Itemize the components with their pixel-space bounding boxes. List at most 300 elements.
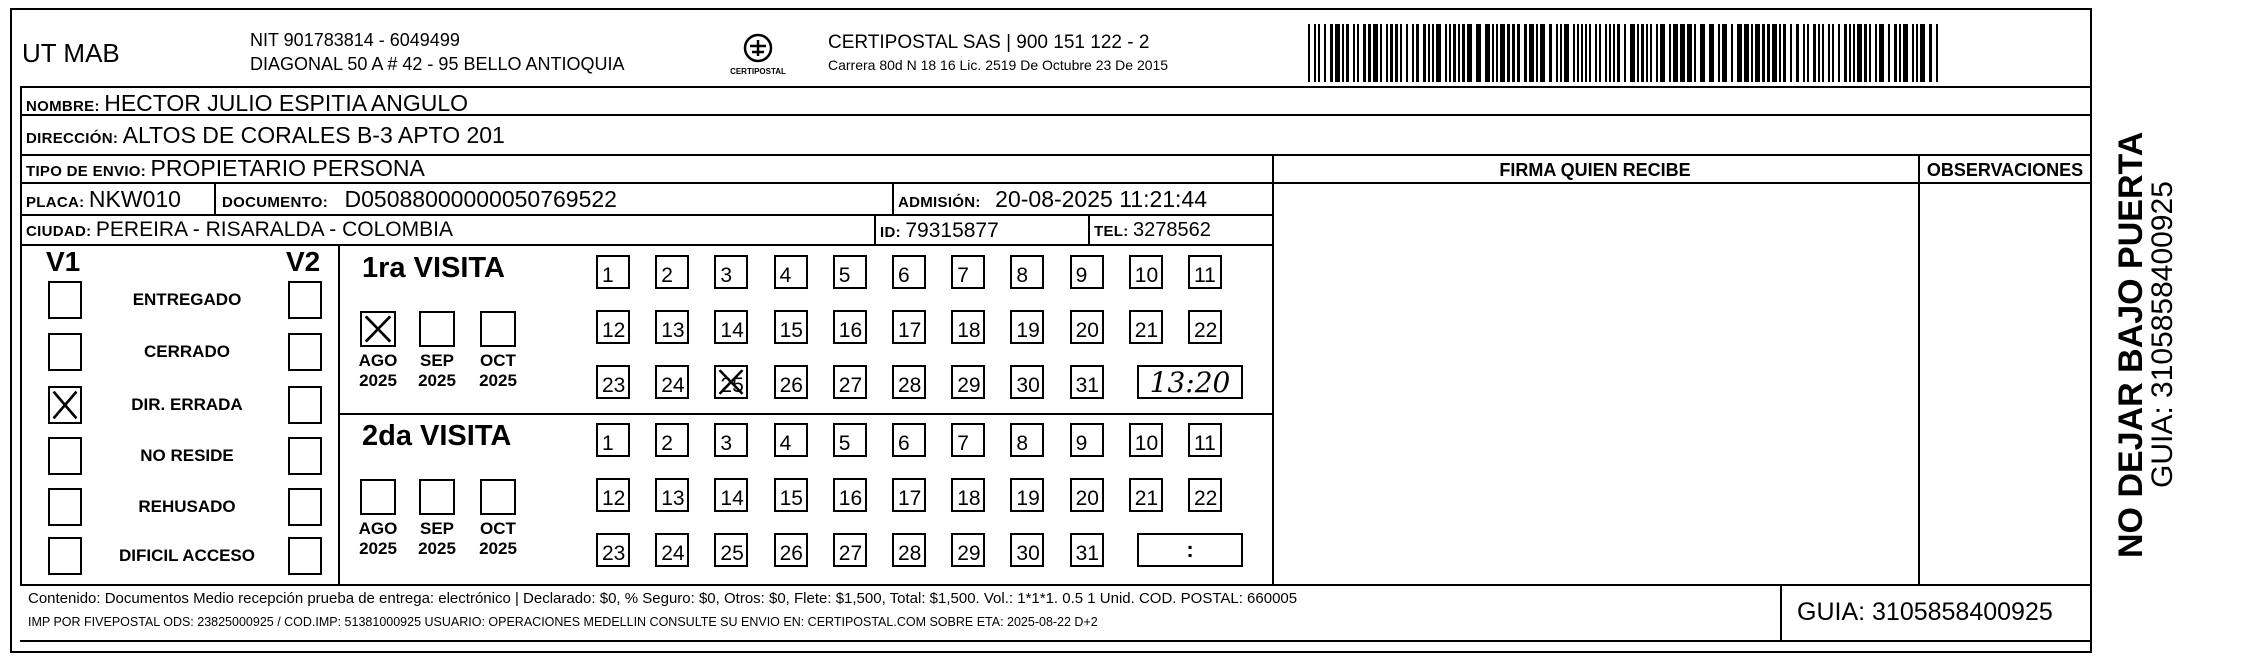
second-visit-day-label: 8 xyxy=(1016,432,1029,455)
barcode-bar xyxy=(1536,24,1538,82)
first-visit-day-box[interactable] xyxy=(951,310,985,344)
barcode-bar xyxy=(1492,24,1494,82)
barcode-bar xyxy=(1428,24,1430,82)
first-visit-day-box[interactable] xyxy=(892,310,926,344)
documento-value: D05088000000050769522 xyxy=(344,186,617,212)
barcode-bar xyxy=(1624,24,1626,82)
tipo-label: TIPO DE ENVIO: xyxy=(26,163,147,180)
barcode xyxy=(1308,24,1942,82)
first-visit-day-label: 5 xyxy=(838,264,851,287)
first-visit-month-label: AGO xyxy=(358,351,398,370)
barcode-bar xyxy=(1813,24,1816,82)
second-visit-day-box[interactable] xyxy=(596,533,630,567)
tel-divider xyxy=(1088,214,1090,244)
first-visit-year-label: 2025 xyxy=(418,371,456,390)
first-visit-day-box[interactable] xyxy=(1070,255,1104,289)
admision-label: ADMISIÓN: xyxy=(898,194,981,211)
barcode-bar xyxy=(1687,24,1692,82)
frame-top xyxy=(10,8,2092,10)
barcode-bar xyxy=(1857,24,1862,82)
second-visit-day-box[interactable] xyxy=(1129,423,1163,457)
second-visit-day-label: 31 xyxy=(1075,542,1099,565)
barcode-bar xyxy=(1445,24,1447,82)
barcode-bar xyxy=(1549,24,1552,82)
second-visit-day-label: 23 xyxy=(602,542,626,565)
barcode-bar xyxy=(1335,24,1340,82)
barcode-bar xyxy=(1755,24,1760,82)
first-visit-day-box[interactable] xyxy=(1129,255,1163,289)
barcode-bar xyxy=(1613,24,1615,82)
second-visit-day-box[interactable] xyxy=(1188,478,1222,512)
first-visit-day-label: 29 xyxy=(957,374,981,397)
barcode-bar xyxy=(1853,24,1855,82)
barcode-bar xyxy=(1449,24,1451,82)
second-visit-day-box[interactable] xyxy=(833,423,867,457)
placa-label: PLACA: xyxy=(26,194,85,211)
barcode-bar xyxy=(1650,24,1652,82)
second-visit-day-box[interactable] xyxy=(951,423,985,457)
barcode-bar xyxy=(1936,24,1938,82)
barcode-bar xyxy=(1560,24,1562,82)
placa-value: NKW010 xyxy=(88,186,181,212)
second-visit-day-box[interactable] xyxy=(655,423,689,457)
first-visit-day-label: 16 xyxy=(838,319,863,342)
second-visit-day-label: 11 xyxy=(1194,432,1216,455)
sender-nit: NIT 901783814 - 6049499 xyxy=(250,30,460,50)
v1-checkbox[interactable] xyxy=(48,437,82,475)
barcode-bar xyxy=(1507,24,1510,82)
status-label: REHUSADO xyxy=(138,497,236,516)
first-visit-day-box[interactable] xyxy=(774,255,808,289)
first-visit-day-box[interactable] xyxy=(833,310,867,344)
barcode-bar xyxy=(1390,24,1393,82)
second-visit-day-box[interactable] xyxy=(892,533,926,567)
barcode-bar xyxy=(1432,24,1434,82)
second-visit-day-box[interactable] xyxy=(1129,478,1163,512)
barcode-bar xyxy=(1314,24,1316,82)
first-visit-day-label: 10 xyxy=(1134,264,1159,287)
barcode-bar xyxy=(1722,24,1727,82)
second-visit-day-box[interactable] xyxy=(1188,423,1222,457)
second-visit-day-box[interactable] xyxy=(596,478,630,512)
first-visit-day-label: 11 xyxy=(1194,264,1216,287)
second-visit-day-label: 16 xyxy=(838,487,863,510)
second-visit-day-box[interactable] xyxy=(1010,423,1044,457)
barcode-bar xyxy=(1796,24,1799,82)
second-visit-year-label: 2025 xyxy=(479,539,517,558)
direccion-row xyxy=(26,122,505,149)
barcode-bar xyxy=(1406,24,1408,82)
second-visit-day-box[interactable] xyxy=(1010,478,1044,512)
barcode-bar xyxy=(1330,24,1333,82)
carrier-name: CERTIPOSTAL SAS | 900 151 122 - 2 xyxy=(828,32,1150,53)
barcode-bar xyxy=(1828,24,1830,82)
barcode-bar xyxy=(1500,24,1505,82)
second-visit-day-label: 28 xyxy=(898,542,922,565)
barcode-bar xyxy=(1844,24,1847,82)
barcode-bar xyxy=(1630,24,1635,82)
first-visit-day-label: 6 xyxy=(898,264,910,287)
barcode-bar xyxy=(1577,24,1579,82)
barcode-bar xyxy=(1637,24,1639,82)
barcode-bar xyxy=(1903,24,1908,82)
header-divider xyxy=(20,86,2090,88)
first-visit-day-label: 15 xyxy=(779,319,803,342)
first-visit-day-box[interactable] xyxy=(596,310,630,344)
first-visit-day-box[interactable] xyxy=(655,255,689,289)
barcode-bar xyxy=(1573,24,1575,82)
id-divider xyxy=(874,214,876,244)
col-header-line xyxy=(1272,182,2090,184)
second-visit-day-box[interactable] xyxy=(1010,533,1044,567)
nombre-label: NOMBRE: xyxy=(26,98,100,115)
barcode-bar xyxy=(1453,24,1456,82)
first-visit-day-label: 8 xyxy=(1016,264,1029,287)
direccion-value: ALTOS DE CORALES B-3 APTO 201 xyxy=(122,122,505,148)
barcode-bar xyxy=(1363,24,1366,82)
first-visit-month-checkbox[interactable] xyxy=(360,311,396,347)
first-visit-day-label: 3 xyxy=(720,264,733,287)
barcode-bar xyxy=(1762,24,1765,82)
barcode-bar xyxy=(1888,24,1890,82)
first-visit-day-box[interactable] xyxy=(596,255,630,289)
barcode-bar xyxy=(1779,24,1781,82)
barcode-bar xyxy=(1605,24,1607,82)
barcode-bar xyxy=(1864,24,1867,82)
first-visit-day-label: 23 xyxy=(602,374,626,397)
barcode-bar xyxy=(1656,24,1658,82)
first-visit-day-label: 30 xyxy=(1016,374,1040,397)
first-visit-day-box[interactable] xyxy=(655,365,689,399)
second-visit-day-box[interactable] xyxy=(951,478,985,512)
second-visit-time-box[interactable]: : xyxy=(1137,533,1243,567)
barcode-bar xyxy=(1512,24,1515,82)
first-visit-day-label: 1 xyxy=(602,264,614,287)
first-visit-time-box[interactable]: 13:20 xyxy=(1137,365,1243,399)
first-visit-day-label: 2 xyxy=(661,264,673,287)
first-visit-day-label: 9 xyxy=(1075,264,1088,287)
first-visit-day-box[interactable] xyxy=(714,310,748,344)
barcode-bar xyxy=(1912,24,1914,82)
second-visit-day-label: 17 xyxy=(898,487,922,510)
tel-value: 3278562 xyxy=(1132,219,1211,241)
barcode-bar xyxy=(1416,24,1419,82)
first-visit-month-label: SEP xyxy=(419,351,455,370)
barcode-bar xyxy=(1879,24,1884,82)
barcode-bar xyxy=(1346,24,1349,82)
placa-divider xyxy=(214,182,216,214)
v1-checkbox[interactable] xyxy=(48,386,82,424)
second-visit-day-label: 30 xyxy=(1016,542,1040,565)
first-visit-day-box[interactable] xyxy=(892,365,926,399)
barcode-bar xyxy=(1822,24,1824,82)
first-visit-day-box[interactable] xyxy=(774,310,808,344)
second-visit-day-box[interactable] xyxy=(714,423,748,457)
second-visit-day-label: 13 xyxy=(661,487,685,510)
barcode-bar xyxy=(1680,24,1685,82)
second-visit-day-label: 15 xyxy=(779,487,803,510)
first-visit-day-box[interactable] xyxy=(714,365,748,399)
barcode-bar xyxy=(1772,24,1777,82)
second-visit-day-box[interactable] xyxy=(596,423,630,457)
first-visit-day-box[interactable] xyxy=(951,255,985,289)
barcode-bar xyxy=(1751,24,1753,82)
barcode-bar xyxy=(1731,24,1733,82)
first-visit-day-box[interactable] xyxy=(655,310,689,344)
firma-left-border xyxy=(1272,154,1274,586)
v1-checkbox[interactable] xyxy=(48,281,82,319)
barcode-bar xyxy=(1458,24,1460,82)
barcode-bar xyxy=(1395,24,1398,82)
barcode-bar xyxy=(1849,24,1851,82)
tipo-row xyxy=(26,155,425,182)
second-visit-day-box[interactable] xyxy=(951,533,985,567)
barcode-bar xyxy=(1694,24,1696,82)
second-visit-day-label: 4 xyxy=(779,432,792,455)
barcode-bar xyxy=(1373,24,1378,82)
first-visit-day-box[interactable] xyxy=(1070,365,1104,399)
barcode-bar xyxy=(1783,24,1786,82)
v1-checkbox[interactable] xyxy=(48,333,82,371)
first-visit-day-label: 17 xyxy=(898,319,922,342)
firma-header: FIRMA QUIEN RECIBE xyxy=(1499,160,1691,180)
tipo-value: PROPIETARIO PERSONA xyxy=(150,155,425,181)
first-visit-day-box[interactable] xyxy=(951,365,985,399)
second-visit-day-box[interactable] xyxy=(774,533,808,567)
barcode-bar xyxy=(1386,24,1388,82)
second-visit-day-box[interactable] xyxy=(714,533,748,567)
status-label: CERRADO xyxy=(144,342,230,361)
second-visit-month-checkbox[interactable] xyxy=(480,479,516,515)
barcode-bar xyxy=(1718,24,1720,82)
second-visit-day-box[interactable] xyxy=(714,478,748,512)
observaciones-header: OBSERVACIONES xyxy=(1926,160,2084,180)
second-visit-day-label: 5 xyxy=(838,432,851,455)
barcode-bar xyxy=(1617,24,1620,82)
barcode-bar xyxy=(1869,24,1871,82)
first-visit-month-checkbox[interactable] xyxy=(480,311,516,347)
barcode-bar xyxy=(1916,24,1918,82)
sender-name: UT MAB xyxy=(22,38,120,68)
admision-divider xyxy=(892,182,894,214)
barcode-bar xyxy=(1818,24,1820,82)
second-visit-day-label: 19 xyxy=(1016,487,1040,510)
first-visit-title: 1ra VISITA xyxy=(362,252,505,284)
barcode-bar xyxy=(1581,24,1583,82)
second-visit-month-checkbox[interactable] xyxy=(419,479,455,515)
side-warning: NO DEJAR BAJO PUERTA xyxy=(2112,131,2150,558)
barcode-bar xyxy=(1899,24,1901,82)
first-visit-day-box[interactable] xyxy=(1070,310,1104,344)
first-visit-day-box[interactable] xyxy=(1010,310,1044,344)
first-visit-day-box[interactable] xyxy=(596,365,630,399)
second-visit-day-box[interactable] xyxy=(774,423,808,457)
second-visit-year-label: 2025 xyxy=(359,539,397,558)
status-label: DIFICIL ACCESO xyxy=(118,546,255,565)
v1-checkbox[interactable] xyxy=(48,537,82,575)
second-visit-title: 2da VISITA xyxy=(362,420,512,452)
frame-left xyxy=(10,8,12,653)
barcode-bar xyxy=(1641,24,1644,82)
second-visit-day-box[interactable] xyxy=(892,423,926,457)
barcode-bar xyxy=(1556,24,1558,82)
row-line-6 xyxy=(20,244,1272,246)
row-line-5 xyxy=(20,214,1272,216)
second-visit-day-label: 24 xyxy=(661,542,685,565)
first-visit-day-label: 31 xyxy=(1075,374,1099,397)
barcode-bar xyxy=(1308,24,1310,82)
svg-text:CERTIPOSTAL: CERTIPOSTAL xyxy=(730,67,786,76)
barcode-bar xyxy=(1467,24,1472,82)
first-visit-month-label: OCT xyxy=(480,351,516,370)
barcode-bar xyxy=(1342,24,1344,82)
v2-checkbox[interactable] xyxy=(288,281,322,319)
first-visit-day-box[interactable] xyxy=(892,255,926,289)
ciudad-label: CIUDAD: xyxy=(26,223,92,240)
first-visit-month-checkbox[interactable] xyxy=(419,311,455,347)
first-visit-day-label: 7 xyxy=(957,264,969,287)
barcode-bar xyxy=(1669,24,1671,82)
second-visit-day-label: 12 xyxy=(602,487,626,510)
first-visit-day-label: 27 xyxy=(838,374,863,397)
first-visit-day-box[interactable] xyxy=(1188,255,1222,289)
barcode-bar xyxy=(1673,24,1678,82)
first-visit-day-label: 4 xyxy=(779,264,792,287)
barcode-bar xyxy=(1589,24,1591,82)
first-visit-day-box[interactable] xyxy=(714,255,748,289)
frame-bottom xyxy=(10,651,2092,653)
first-visit-day-label: 13 xyxy=(661,319,685,342)
second-visit-year-label: 2025 xyxy=(418,539,456,558)
barcode-bar xyxy=(1540,24,1545,82)
v2-checkbox[interactable] xyxy=(288,537,322,575)
second-visit-day-label: 14 xyxy=(720,487,744,510)
footer-contenido: Contenido: Documentos Medio recepción prueba de entrega: electrónico | Declarado: $0, % Seguro: $0, Otros: $0, Flete: $1,500, Total: $1,500. Vol.: 1*1*1. 0.5 1 Unid. COD. POSTAL: 660005 xyxy=(28,590,1298,607)
barcode-bar xyxy=(1920,24,1925,82)
first-visit-day-box[interactable] xyxy=(1010,365,1044,399)
v1-label: V1 xyxy=(46,246,81,277)
barcode-bar xyxy=(1496,24,1498,82)
second-visit-day-box[interactable] xyxy=(892,478,926,512)
first-visit-day-label: 26 xyxy=(779,374,803,397)
second-visit-day-label: 21 xyxy=(1134,487,1159,510)
first-visit-day-box[interactable] xyxy=(1010,255,1044,289)
id-label: ID: xyxy=(880,224,901,241)
tel-row xyxy=(1094,219,1211,242)
footer-bottom-line xyxy=(20,640,2090,642)
second-visit-day-label: 7 xyxy=(957,432,969,455)
first-visit-day-box[interactable] xyxy=(1188,310,1222,344)
second-visit-month-checkbox[interactable] xyxy=(360,479,396,515)
side-guia: GUIA: 3105858400925 xyxy=(2146,181,2179,488)
second-visit-day-label: 20 xyxy=(1075,487,1099,510)
second-visit-day-label: 9 xyxy=(1075,432,1088,455)
footer-guia-divider xyxy=(1780,584,1782,642)
barcode-bar xyxy=(1803,24,1805,82)
second-visit-day-box[interactable] xyxy=(1070,478,1104,512)
sender-address: DIAGONAL 50 A # 42 - 95 BELLO ANTIOQUIA xyxy=(250,54,625,74)
first-visit-day-label: 28 xyxy=(898,374,922,397)
status-divider xyxy=(338,244,340,586)
second-visit-month-label: OCT xyxy=(480,519,516,538)
barcode-bar xyxy=(1368,24,1371,82)
second-visit-day-box[interactable] xyxy=(833,533,867,567)
admision-value: 20-08-2025 11:21:44 xyxy=(995,186,1208,212)
barcode-bar xyxy=(1400,24,1402,82)
tel-label: TEL: xyxy=(1094,223,1129,240)
barcode-bar xyxy=(1744,24,1749,82)
first-visit-day-label: 20 xyxy=(1075,319,1099,342)
second-visit-day-box[interactable] xyxy=(774,478,808,512)
v2-checkbox[interactable] xyxy=(288,333,322,371)
barcode-bar xyxy=(1595,24,1597,82)
barcode-bar xyxy=(1517,24,1520,82)
barcode-bar xyxy=(1353,24,1355,82)
second-visit-day-box[interactable] xyxy=(1070,533,1104,567)
second-visit-day-label: 6 xyxy=(898,432,910,455)
documento-label: DOCUMENTO: xyxy=(222,194,329,211)
second-visit-day-box[interactable] xyxy=(833,478,867,512)
v1-checkbox[interactable] xyxy=(48,488,82,526)
v2-checkbox[interactable] xyxy=(288,386,322,424)
first-visit-day-label: 14 xyxy=(720,319,744,342)
nombre-row xyxy=(26,90,468,117)
rows-left-border xyxy=(20,86,22,586)
v2-checkbox[interactable] xyxy=(288,437,322,475)
barcode-bar xyxy=(1524,24,1527,82)
first-visit-day-label: 18 xyxy=(957,319,981,342)
documento-row xyxy=(222,186,617,213)
nombre-value: HECTOR JULIO ESPITIA ANGULO xyxy=(104,90,469,116)
first-visit-year-label: 2025 xyxy=(359,371,397,390)
barcode-bar xyxy=(1380,24,1382,82)
barcode-bar xyxy=(1462,24,1465,82)
second-visit-month-label: SEP xyxy=(419,519,455,538)
obs-left-border xyxy=(1918,154,1920,586)
first-visit-day-box[interactable] xyxy=(1129,310,1163,344)
carrier-license: Carrera 80d N 18 16 Lic. 2519 De Octubre 23 De 2015 xyxy=(828,57,1169,73)
admision-row xyxy=(898,186,1207,213)
first-visit-day-box[interactable] xyxy=(833,255,867,289)
first-visit-day-label: 25 xyxy=(720,374,744,397)
barcode-bar xyxy=(1324,24,1326,82)
first-visit-day-box[interactable] xyxy=(833,365,867,399)
second-visit-day-box[interactable] xyxy=(655,533,689,567)
first-visit-day-label: 12 xyxy=(602,319,626,342)
barcode-bar xyxy=(1529,24,1534,82)
barcode-bar xyxy=(1767,24,1770,82)
barcode-bar xyxy=(1357,24,1359,82)
barcode-bar xyxy=(1709,24,1714,82)
first-visit-day-label: 24 xyxy=(661,374,685,397)
barcode-bar xyxy=(1832,24,1834,82)
barcode-bar xyxy=(1838,24,1840,82)
barcode-bar xyxy=(1894,24,1897,82)
v2-checkbox[interactable] xyxy=(288,488,322,526)
second-visit-day-box[interactable] xyxy=(1070,423,1104,457)
first-visit-day-label: 21 xyxy=(1134,319,1159,342)
status-label: ENTREGADO xyxy=(132,290,242,309)
second-visit-day-box[interactable] xyxy=(655,478,689,512)
ciudad-row xyxy=(26,218,453,242)
barcode-bar xyxy=(1646,24,1648,82)
first-visit-day-box[interactable] xyxy=(774,365,808,399)
second-visit-day-label: 18 xyxy=(957,487,981,510)
frame-right xyxy=(2090,8,2092,653)
second-visit-day-label: 26 xyxy=(779,542,803,565)
second-visit-day-label: 25 xyxy=(720,542,744,565)
barcode-bar xyxy=(1737,24,1742,82)
